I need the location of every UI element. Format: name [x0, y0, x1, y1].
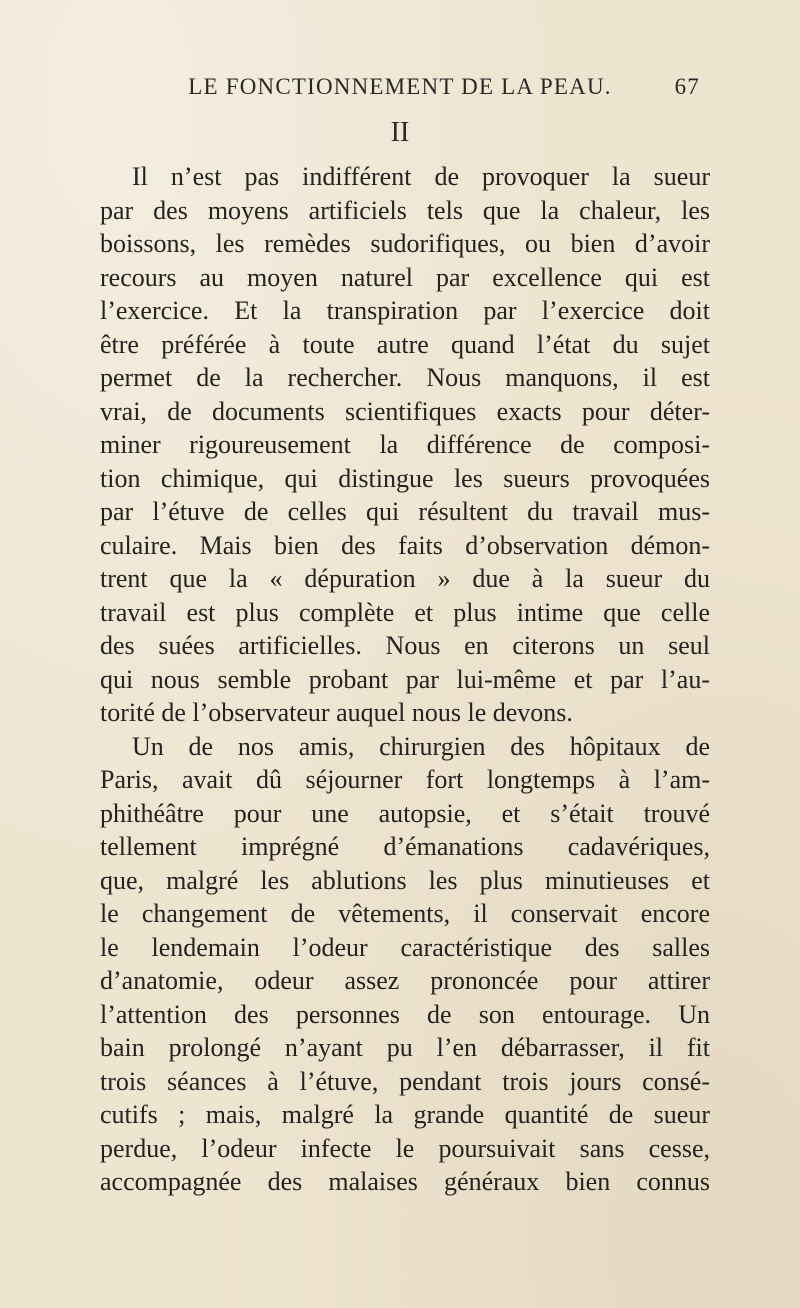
paragraph-1-line: boissons, les remèdes sudorifiques, ou bien d’avoir — [100, 229, 710, 258]
paragraph-2-line: accompagnée des malaises généraux bien connus — [100, 1167, 710, 1196]
paragraph-1-line: culaire. Mais bien des faits d’observation démon- — [100, 530, 710, 560]
paragraph-2-line: Paris, avait dû séjourner fort longtemps à l’am- — [100, 765, 710, 794]
paragraph-2-line: perdue, l’odeur infecte le poursuivait sans cesse, — [100, 1133, 710, 1163]
paragraph-1-line: être préférée à toute autre quand l’état du sujet — [100, 329, 710, 359]
paragraph-2-line: cutifs ; mais, malgré la grande quantité de sueur — [100, 1100, 710, 1129]
paragraph-1-line: Il n’est pas indifférent de provoquer la sueur — [132, 162, 710, 191]
paragraph-1-line: trent que la « dépuration » due à la sueur du — [100, 564, 710, 593]
paragraph-1-line: tion chimique, qui distingue les sueurs provoquées — [100, 463, 710, 493]
paragraph-1-line: vrai, de documents scientifiques exacts pour déter- — [100, 396, 710, 426]
paragraph-2-line: phithéâtre pour une autopsie, et s’était trouvé — [100, 798, 710, 828]
paragraph-1-line: torité de l’observateur auquel nous le devons. — [100, 698, 573, 727]
paragraph-1-line: travail est plus complète et plus intime que celle — [100, 597, 710, 627]
paragraph-2-line: trois séances à l’étuve, pendant trois jours consé- — [100, 1066, 710, 1096]
page-number: 67 — [674, 74, 700, 99]
page-header — [100, 74, 700, 104]
paragraph-2-line: l’attention des personnes de son entourage. Un — [100, 999, 710, 1029]
paragraph-2-line: que, malgré les ablutions les plus minutieuses et — [100, 865, 710, 895]
paragraph-1-line: recours au moyen naturel par excellence qui est — [100, 262, 710, 292]
paragraph-2-line: tellement imprégné d’émanations cadavériques, — [100, 832, 710, 861]
paragraph-1-line: l’exercice. Et la transpiration par l’exercice doit — [100, 296, 710, 325]
paragraph-1-line: des suées artificielles. Nous en citerons un seul — [100, 631, 710, 660]
paragraph-2-line: Un de nos amis, chirurgien des hôpitaux de — [132, 731, 710, 761]
running-title: LE FONCTIONNEMENT DE LA PEAU. — [188, 74, 612, 99]
body-text — [100, 160, 710, 1199]
paragraph-1-line: permet de la rechercher. Nous manquons, il est — [100, 363, 710, 392]
paragraph-2-line: le changement de vêtements, il conservait encore — [100, 899, 710, 928]
paragraph-1-line: par des moyens artificiels tels que la chaleur, les — [100, 195, 710, 225]
section-number: II — [390, 117, 410, 148]
paragraph-2-line: bain prolongé n’ayant pu l’en débarrasser, il fit — [100, 1033, 710, 1062]
paragraph-2-line: d’anatomie, odeur assez prononcée pour attirer — [100, 966, 710, 995]
paragraph-1-line: par l’étuve de celles qui résultent du travail mus- — [100, 497, 710, 526]
paragraph-1-line: miner rigoureusement la différence de composi- — [100, 430, 710, 459]
paragraph-2-line: le lendemain l’odeur caractéristique des salles — [100, 932, 710, 962]
paragraph-1-line: qui nous semble probant par lui-même et par l’au- — [100, 664, 710, 694]
